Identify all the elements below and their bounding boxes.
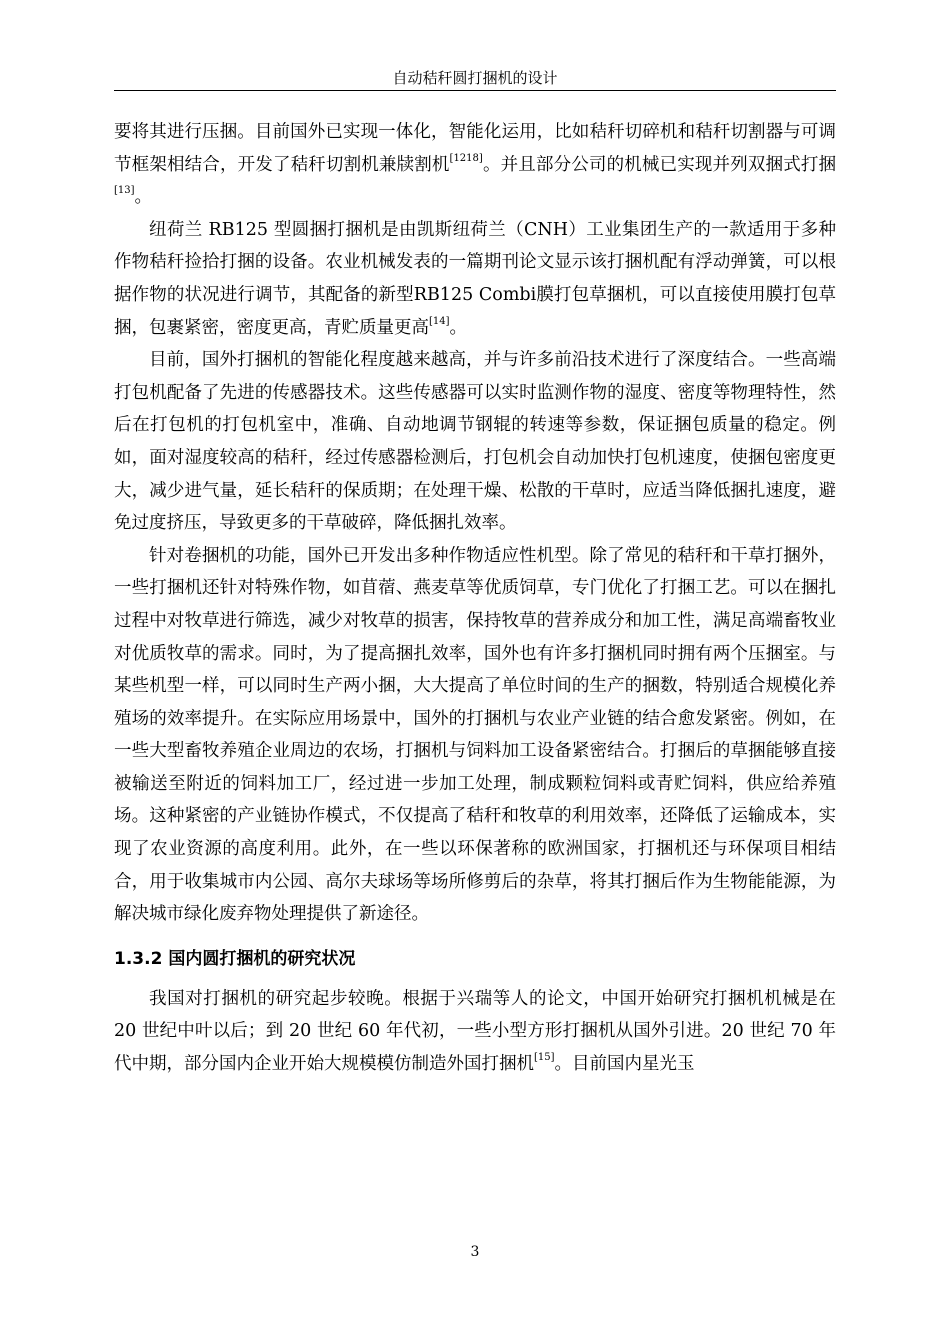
page-number: 3 [470,1244,480,1260]
paragraph-1: 要将其进行压捆。目前国外已实现一体化，智能化运用，比如秸秆切碎机和秸秆切割器与可调节框架相结合，开发了秸秆切割机兼牍割机[1218]。并且部分公司的机械已实现并列双捆式打捆[13]。 [114,122,837,208]
paragraph-3: 目前，国外打捆机的智能化程度越来越高，并与许多前沿技术进行了深度结合。一些高端打包机配备了先进的传感器技术。这些传感器可以实时监测作物的湿度、密度等物理特性，然后在打包机的打包机室中，准确、自动地调节钢辊的转速等参数，保证捆包质量的稳定。例如，面对湿度较高的秸秆，经过传感器检测后，打包机会自动加快打包机速度，使捆包密度更大，减少进气量，延长秸秆的保质期；在处理干燥、松散的干草时，应适当降低捆扎速度，避免过度挤压，导致更多的干草破碎，降低捆扎效率。 [114,350,836,534]
document-body [114,116,836,1081]
paragraph-2: 纽荷兰 RB125 型圆捆打捆机是由凯斯纽荷兰（CNH）工业集团生产的一款适用于多种作物秸秆捡拾打捆的设备。农业机械发表的一篇期刊论文显示该打捆机配有浮动弹簧，可以根据作物的状况进行调节，其配备的新型RB125 Combi膜打包草捆机，可以直接使用膜打包草捆，包裹紧密，密度更高，青贮质量更高[14]。 [114,219,836,338]
citation-ref: [13] [114,185,135,197]
running-header [114,68,836,91]
paragraph-5: 我国对打捆机的研究起步较晚。根据于兴瑞等人的论文，中国开始研究打捆机机械是在 20 世纪中叶以后；到 20 世纪 60 年代初，一些小型方形打捆机从国外引进。20 世纪 70 年代中期，部分国内企业开始大规模模仿制造外国打捆机[15]。目前国内星光玉 [114,988,836,1075]
section-heading: 1.3.2 国内圆打捆机的研究状况 [114,948,356,969]
citation-ref: [14] [429,315,450,327]
paragraph-4: 针对卷捆机的功能，国外已开发出多种作物适应性机型。除了常见的秸秆和干草打捆外，一些打捆机还针对特殊作物，如苜蓿、燕麦草等优质饲草，专门优化了打捆工艺。可以在捆扎过程中对牧草进行筛选，减少对牧草的损害，保持牧草的营养成分和加工性，满足高端畜牧业对优质牧草的需求。同时，为了提高捆扎效率，国外也有许多打捆机同时拥有两个压捆室。与某些机型一样，可以同时生产两小捆，大大提高了单位时间的生产的捆数，特别适合规模化养殖场的效率提升。在实际应用场景中，国外的打捆机与农业产业链的结合愈发紧密。例如，在一些大型畜牧养殖企业周边的农场，打捆机与饲料加工设备紧密结合。打捆后的草捆能够直接被输送至附近的饲料加工厂，经过进一步加工处理，制成颗粒饲料或青贮饲料，供应给养殖场。这种紧密的产业链协作模式，不仅提高了秸秆和牧草的利用效率，还降低了运输成本，实现了农业资源的高度利用。此外，在一些以环保著称的欧洲国家，打捆机还与环保项目相结合，用于收集城市内公园、高尔夫球场等场所修剪后的杂草，将其打捆后作为生物能能源，为解决城市绿化废弃物处理提供了新途径。 [114,545,836,925]
citation-ref: [15] [534,1052,555,1064]
citation-ref: [1218] [449,152,483,164]
header-title: 自动秸秆圆打捆机的设计 [392,69,558,87]
